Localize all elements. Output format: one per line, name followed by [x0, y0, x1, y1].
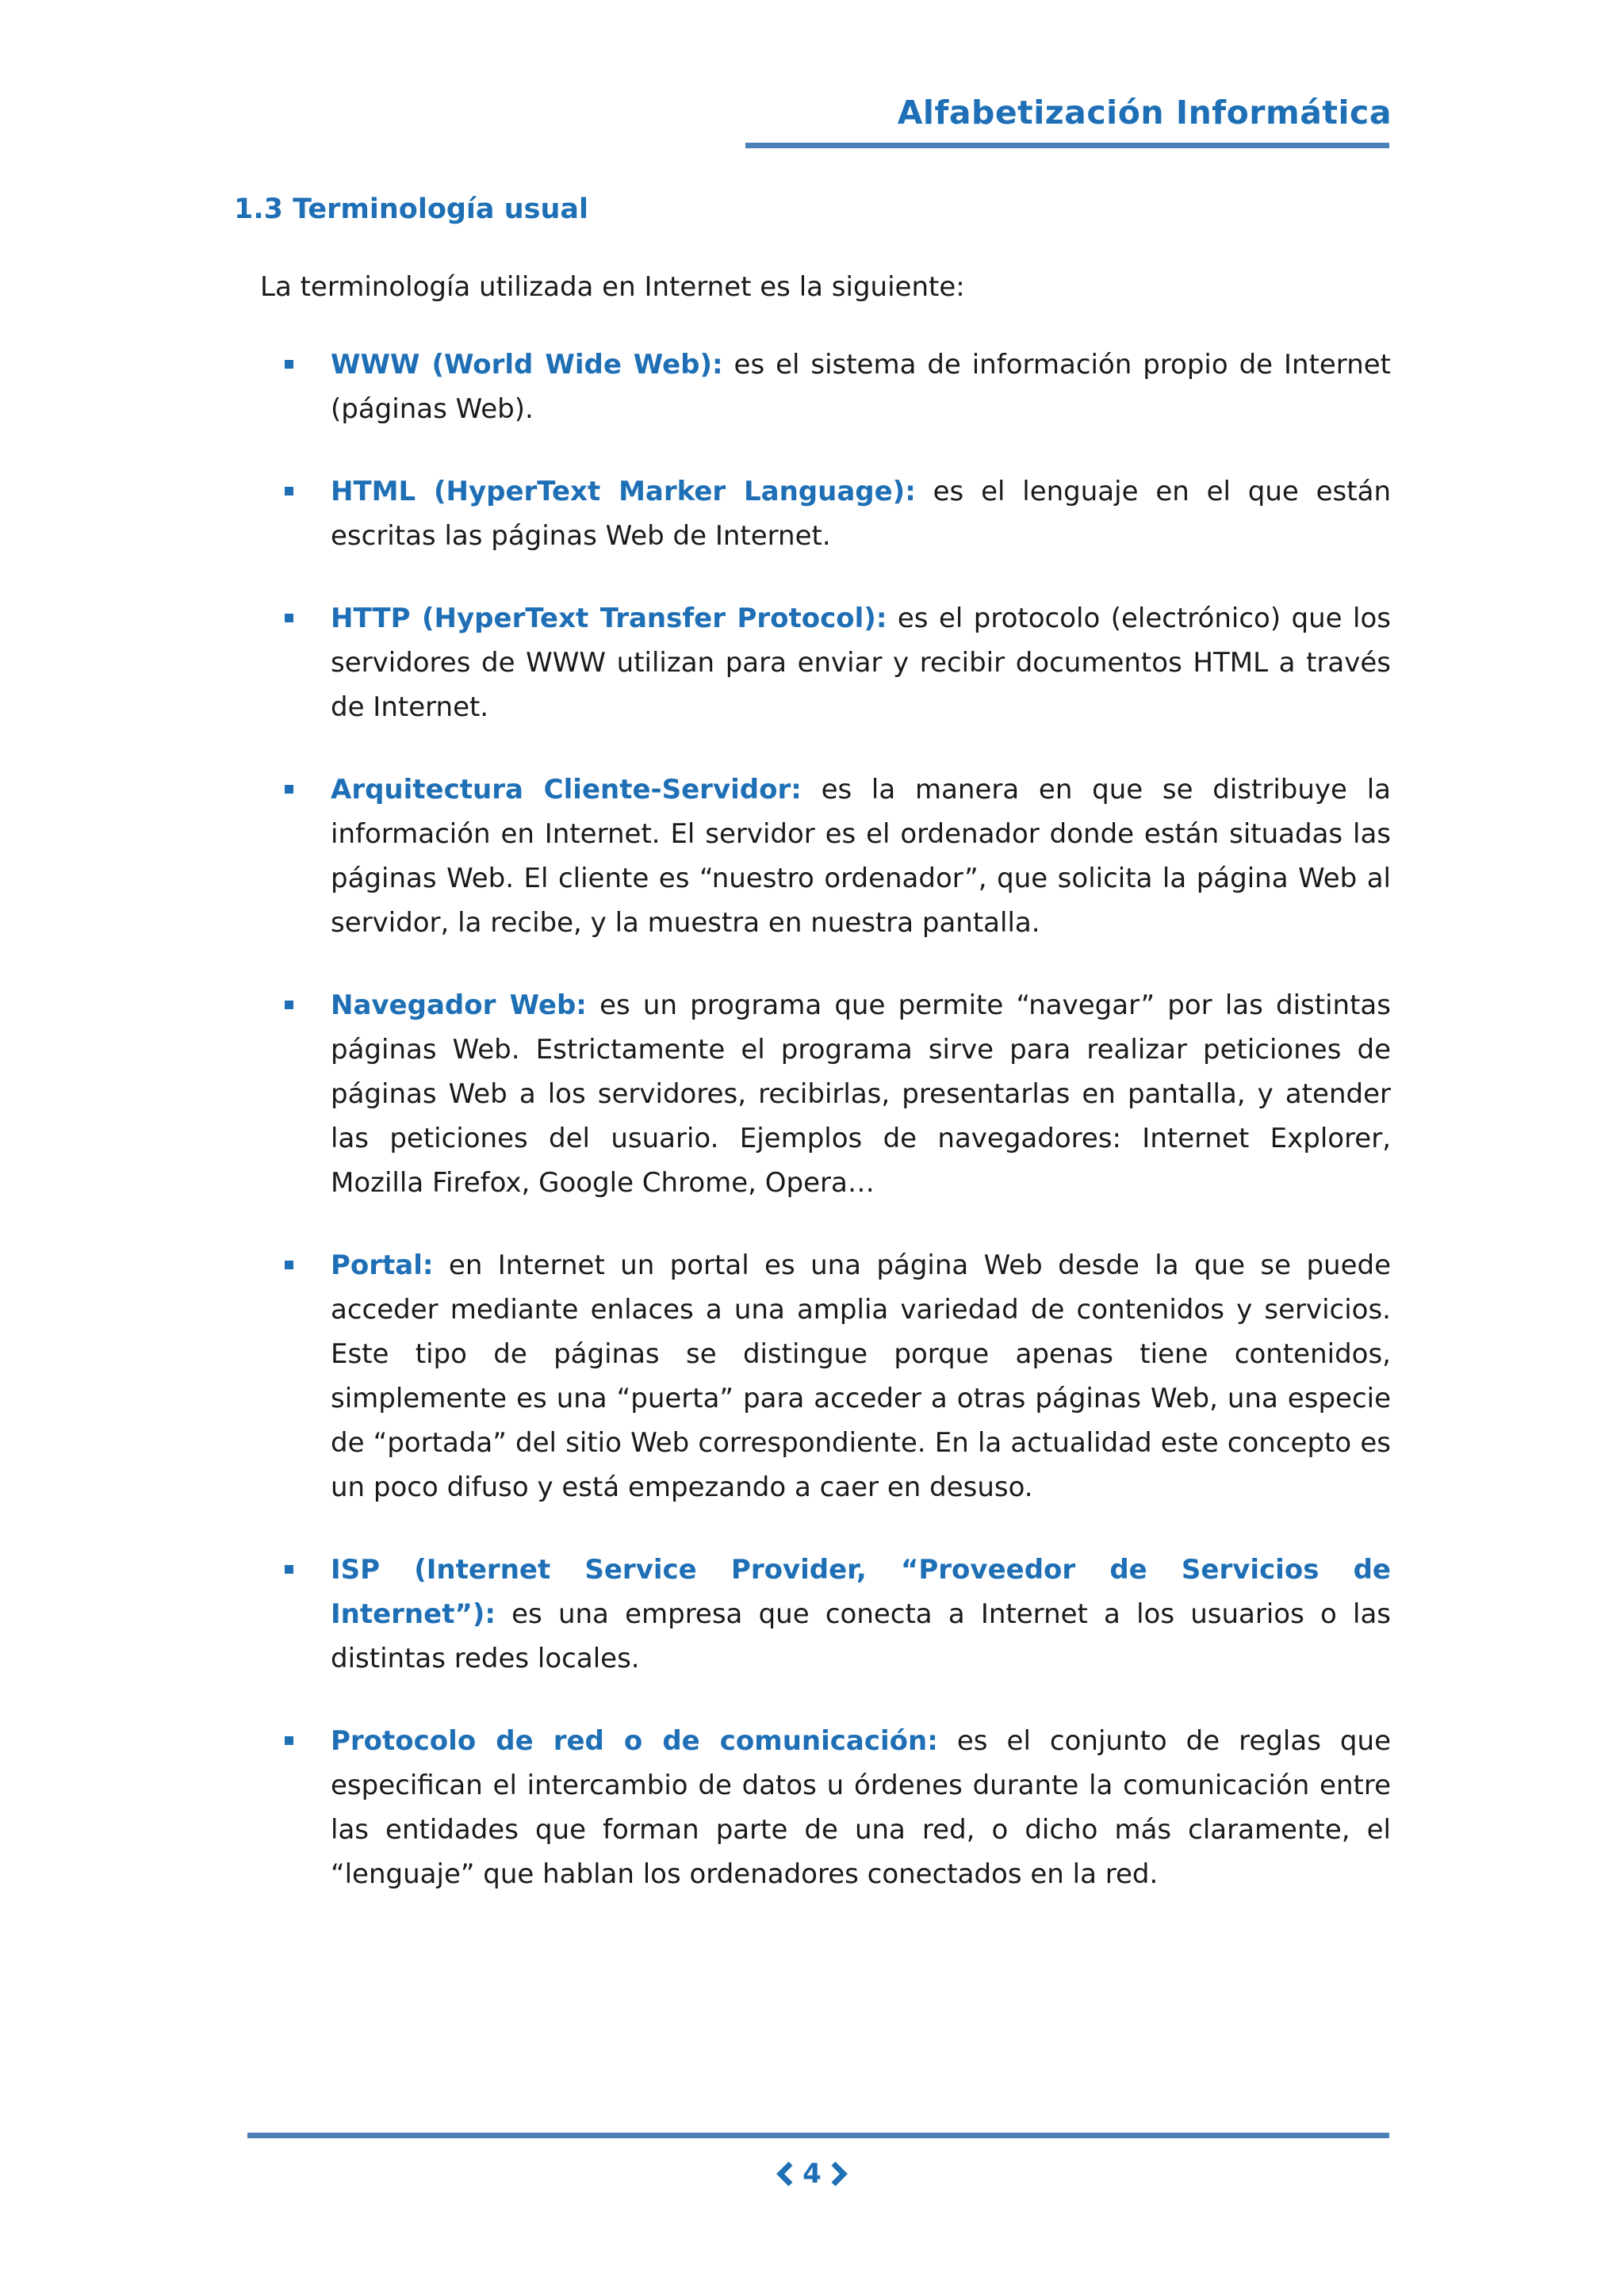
list-item [278, 1719, 1391, 1896]
term-label: Protocolo de red o de comunicación: [331, 1725, 938, 1757]
chevron-right-icon [829, 2160, 848, 2187]
list-item [278, 596, 1391, 729]
term-definition: en Internet un portal es una página Web desde la que se puede acceder mediante enlaces a una amplia variedad de contenidos y servicios. Este tipo de páginas se distingue porque apenas tiene contenidos, simplemente es una “puerta” para acceder a otras páginas Web, una especie de “portada” del sitio Web correspondiente. En la actualidad este concepto es un poco difuso y está empezando a caer en desuso. [331, 1249, 1391, 1503]
square-bullet-icon [285, 1001, 293, 1009]
list-item [278, 1243, 1391, 1510]
term-label: WWW (World Wide Web): [331, 349, 723, 381]
square-bullet-icon [285, 487, 293, 496]
square-bullet-icon [285, 1736, 293, 1745]
term-label: Arquitectura Cliente-Servidor: [331, 774, 802, 806]
term-definition: es el sistema de información propio de Internet (páginas Web). [331, 349, 1391, 425]
square-bullet-icon [285, 1565, 293, 1574]
term-definition: es un programa que permite “navegar” por las distintas páginas Web. Estrictamente el programa sirve para realizar peticiones de páginas Web a los servidores, recibirlas, presentarlas en pantalla, y atender las peticiones del usuario. Ejemplos de navegadores: Internet Explorer, Mozilla Firefox, Google Chrome, Opera… [331, 989, 1391, 1199]
intro-paragraph: La terminología utilizada en Internet es la siguiente: [260, 271, 965, 303]
footer-divider [247, 2133, 1389, 2138]
square-bullet-icon [285, 614, 293, 622]
document-header-title: Alfabetización Informática [897, 94, 1392, 132]
term-definition: es el conjunto de reglas que especifican el intercambio de datos u órdenes durante la comunicación entre las entidades que forman parte de una red, o dicho más claramente, el “lenguaje” que hablan los ordenadores conectados en la red. [331, 1725, 1391, 1890]
term-definition: es el lenguaje en el que están escritas las páginas Web de Internet. [331, 476, 1391, 552]
square-bullet-icon [285, 360, 293, 369]
term-label: Navegador Web: [331, 989, 587, 1021]
page-number: 4 [802, 2158, 822, 2190]
header-divider [745, 143, 1389, 148]
term-label: HTTP (HyperText Transfer Protocol): [331, 603, 887, 634]
list-item [278, 469, 1391, 558]
square-bullet-icon [285, 785, 293, 794]
term-definition: es una empresa que conecta a Internet a los usuarios o las distintas redes locales. [331, 1598, 1391, 1674]
list-item [278, 342, 1391, 431]
term-definition: es la manera en que se distribuye la información en Internet. El servidor es el ordenador donde están situadas las páginas Web. El cliente es “nuestro ordenador”, que solicita la página Web al servidor, la recibe, y la muestra en nuestra pantalla. [331, 774, 1391, 939]
list-item [278, 983, 1391, 1205]
term-label: Portal: [331, 1249, 434, 1281]
list-item [278, 767, 1391, 945]
section-heading: 1.3 Terminología usual [234, 193, 589, 225]
chevron-left-icon [776, 2160, 795, 2187]
square-bullet-icon [285, 1261, 293, 1269]
list-item [278, 1548, 1391, 1681]
terminology-list [278, 342, 1391, 1934]
term-definition: es el protocolo (electrónico) que los servidores de WWW utilizan para enviar y recibir documentos HTML a través de Internet. [331, 603, 1391, 723]
term-label: ISP (Internet Service Provider, “Proveedor de Servicios de Internet”): [331, 1554, 1391, 1630]
page-number-nav [0, 2158, 1624, 2190]
term-label: HTML (HyperText Marker Language): [331, 476, 916, 507]
